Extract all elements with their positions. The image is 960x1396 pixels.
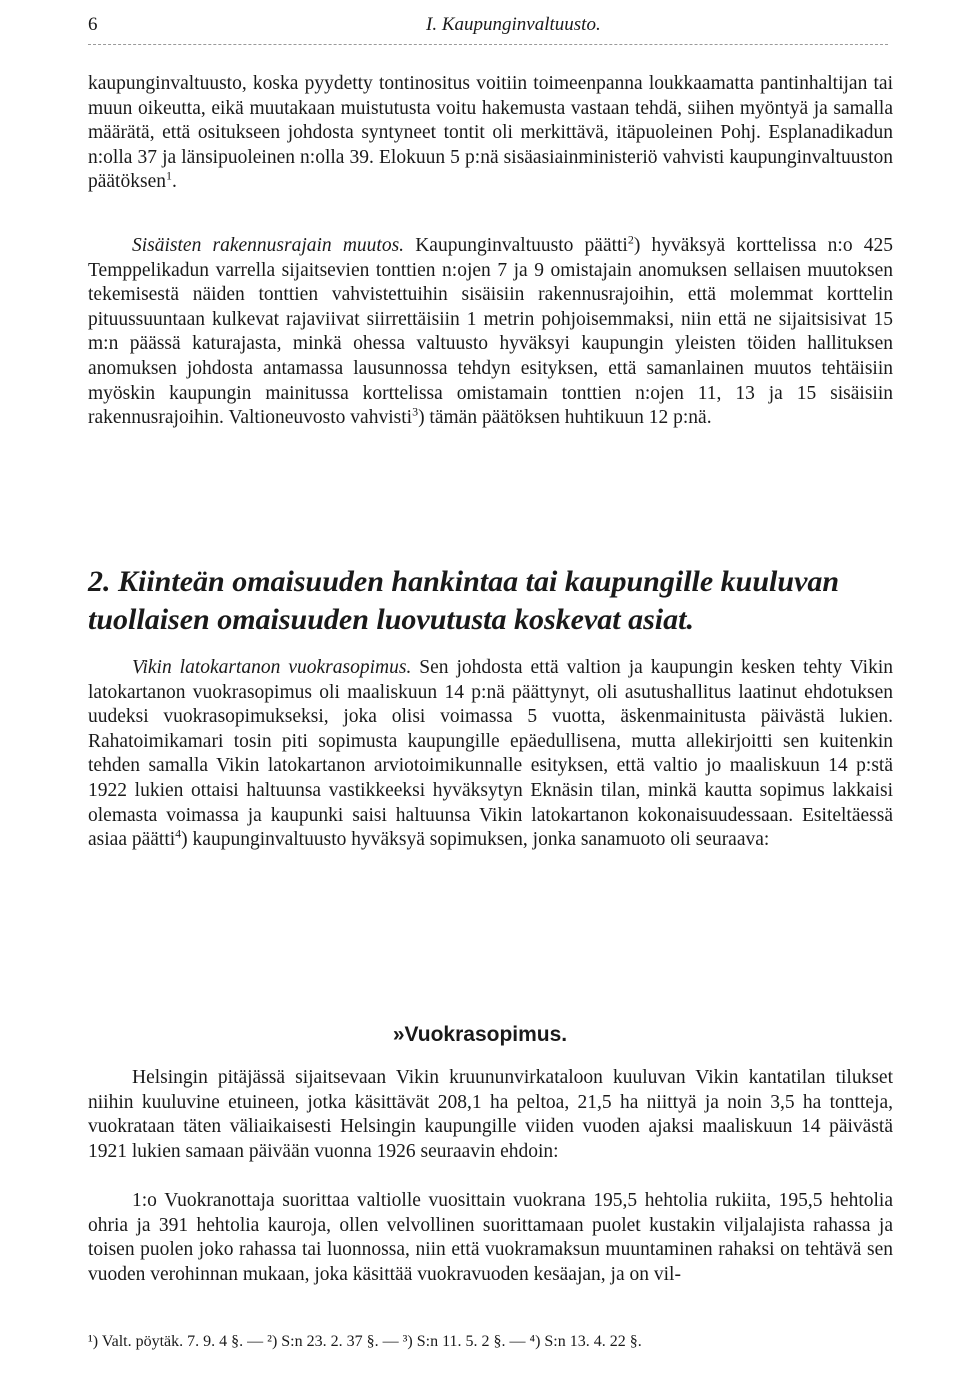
paragraph-contract-intro: Helsingin pitäjässä sijaitsevaan Vikin kruununvirkataloon kuuluvan Vikin kantatilan tilukset niihin kuuluvine etuineen, jotka käsittävät 208,1 ha peltoa, 21,5 ha niittyä ja noin 3,5 ha tontteja, vuokrataan täten väliaikaisesti Helsingin kaupungille viiden vuoden ajaksi maaliskuun 14 päivästä 1921 lukien samaan päivään vuonna 1926 seuraavin ehdoin: bbox=[88, 1067, 893, 1162]
section-heading: 2. Kiinteän omaisuuden hankintaa tai kaupungille kuuluvan tuollaisen omaisuuden luovutusta koskevat asiat. bbox=[88, 565, 840, 636]
running-title: I. Kaupunginvaltuusto. bbox=[426, 14, 601, 35]
paragraph-lead: Sisäisten rakennusrajain muutos. bbox=[132, 235, 405, 256]
page-number: 6 bbox=[88, 14, 98, 35]
footnote-ref: 2 bbox=[627, 232, 634, 247]
paragraph-viki-lease: Vikin latokartanon vuokrasopimus. Sen johdosta että valtion ja kaupungin kesken tehty Vikin latokartanon vuokrasopimus oli maaliskuun 14 p:nä päättynyt, oli asutushallitus laatinut ehdotuksen uudeksi vuokrasopimukseksi, joka olisi voimassa 5 vuotta, äskenmainitusta päivästä lukien. Rahatoimikamari tosin piti sopimusta kaupungille epäedullisena, mutta allekirjoitti sen kuitenkin tehden samalla Vikin latokartanon arviotoimikunnalle esityksen, että valtio jo maaliskuun 14 p:stä 1922 lukien ottaisi haltuunsa vastikkeeksi hyväksytyn Eknäsin tilan, minkä kautta sopimus lakkaisi olemasta voimassa ja kaupunki saisi haltuunsa Vikin latokartanon kokonaisuudessaan. Esiteltäessä asiaa päätti$^4$) kaupunginvaltuusto hyväksyä sopimuksen, jonka sanamuoto oli seuraava: bbox=[88, 657, 894, 851]
footnote-ref: 3 bbox=[412, 404, 419, 419]
paragraph-building-lines: Sisäisten rakennusrajain muutos. Kaupunginvaltuusto päätti$^2$) hyväksyä korttelissa n:o 425 Temppelikadun varrella sijaitsevien tonttien n:ojen 7 ja 9 omistajain anomuksen sellaisen muutoksen tekemisestä näiden tonttien vahvistettuihin sisäisiin rakennusrajoihin, että molemmat korttelin pituussuuntaan kulkevat rajaviivat siirrettäisiin 1 metrin pohjoisemmaksi, niin että ne sijaitsisivat 15 m:n päässä katurajasta, minkä ohessa valtuusto hyväksyi kaupungin yleisten töiden hallituksen anomuksen johdosta antamassa lausunnossa tehdyn esityksen, että samanlainen muutos tehtäisiin myöskin kaupungin mainitussa korttelissa omistamain tonttien n:ojen 11, 13 ja 15 sisäisiin rakennusrajoihin. Valtioneuvosto vahvisti$^3$) tämän päätöksen huhtikuun 12 p:nä. bbox=[88, 232, 893, 429]
paragraph-lead: Vikin latokartanon vuokrasopimus. bbox=[132, 657, 412, 678]
header-rule bbox=[88, 44, 888, 45]
paragraph-continuation: kaupunginvaltuusto, koska pyydetty tontinositus voitiin toimeenpanna loukkaamatta pantinhaltijan tai muun oikeutta, eikä muutakaan muistutusta voitu hakemusta vastaan tehdä, siihen myöntyä ja samalla määrätä, että ositukseen johdosta syntyneet tontit oli merkittävä, itäpuoleinen Pohj. Esplanadikadun n:olla 37 ja länsipuoleinen n:olla 39. Elokuun 5 p:nä sisäasiainministeriö vahvisti kaupunginvaltuuston päätöksen$^1$. bbox=[88, 73, 893, 193]
footnotes: ¹) Valt. pöytäk. 7. 9. 4 §. — ²) S:n 23. 2. 37 §. — ³) S:n 11. 5. 2 §. — ⁴) S:n 13. 4. 22 §. bbox=[88, 1333, 642, 1350]
paragraph-contract-clause-1: 1:o Vuokranottaja suorittaa valtiolle vuosittain vuokrana 195,5 hehtolia rukiita, 195,5 hehtolia ohria ja 391 hehtolia kauroja, ollen velvollinen suorittamaan puolet kustakin viljalajista rahassa ja toisen puolen joko rahassa tai luonnossa, niin että vuokramaksun muuntaminen rahaksi on tehtävä sen vuoden verohinnan mukaan, joka käsittää vuokravuoden kesäajan, ja on vil- bbox=[88, 1190, 893, 1285]
footnote-ref: 4 bbox=[175, 826, 182, 841]
footnote-ref: 1 bbox=[165, 168, 172, 183]
page-header bbox=[56, 14, 896, 44]
contract-title: »Vuokrasopimus. bbox=[392, 1023, 568, 1046]
